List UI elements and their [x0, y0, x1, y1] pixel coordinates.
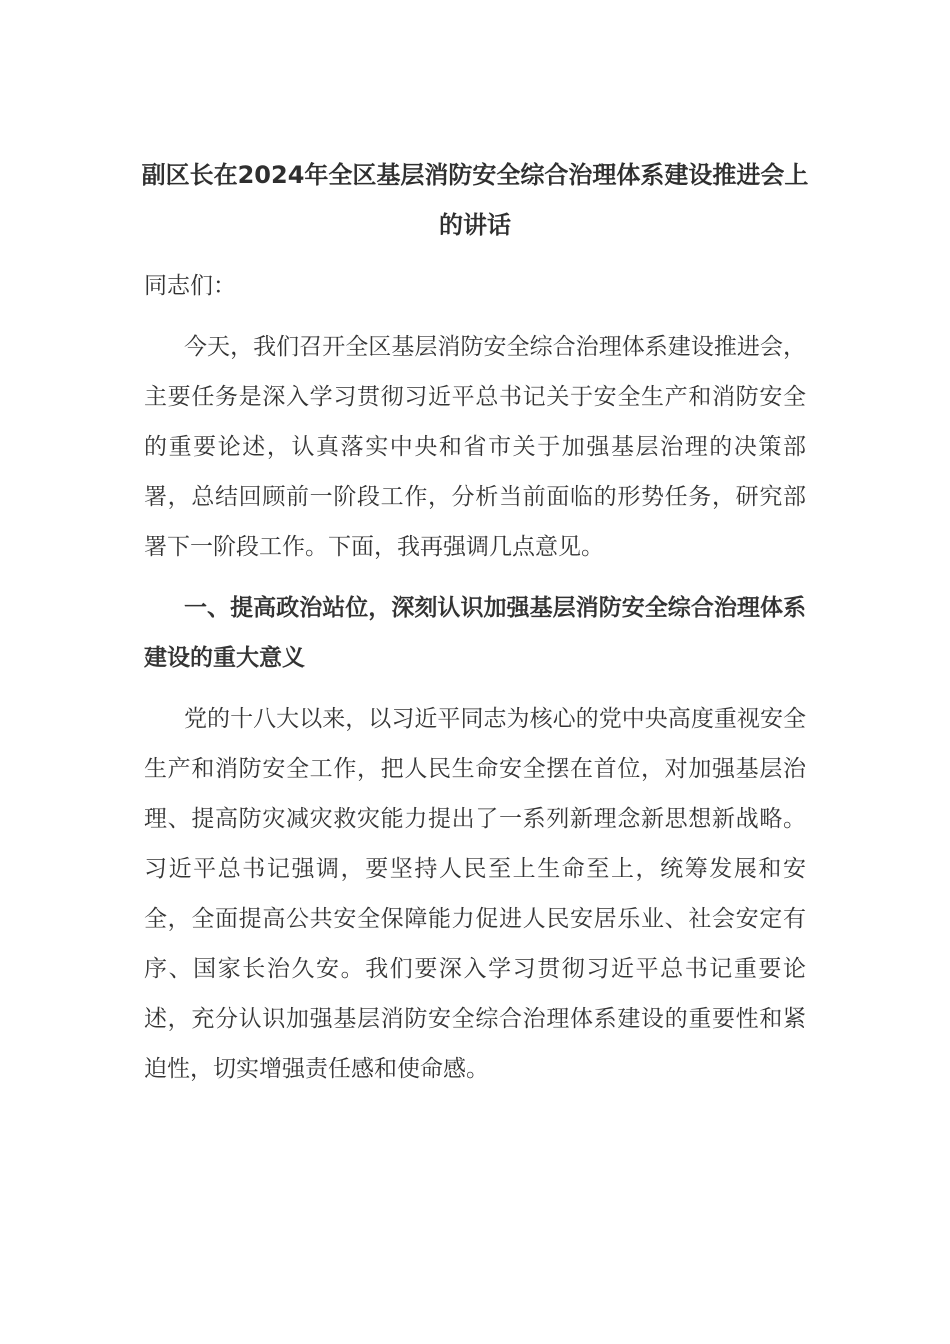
paragraph-section-1: 党的十八大以来，以习近平同志为核心的党中央高度重视安全生产和消防安全工作，把人民生命安全摆在首位，对加强基层治理、提高防灾减灾救灾能力提出了一系列新理念新思想新战略。习近平总书记强调，要坚持人民至上生命至上，统筹发展和安全，全面提高公共安全保障能力促进人民安居乐业、社会安定有序、国家长治久安。我们要深入学习贯彻习近平总书记重要论述，充分认识加强基层消防安全综合治理体系建设的重要性和紧迫性，切实增强责任感和使命感。 [144, 706, 806, 1082]
document-title: 副区长在2024年全区基层消防安全综合治理体系建设推进会上的讲话 [141, 161, 809, 239]
paragraph-intro: 今天，我们召开全区基层消防安全综合治理体系建设推进会，主要任务是深入学习贯彻习近平总书记关于安全生产和消防安全的重要论述，认真落实中央和省市关于加强基层治理的决策部署，总结回顾前一阶段工作，分析当前面临的形势任务，研究部署下一阶段工作。下面，我再强调几点意见。 [144, 334, 806, 560]
section-heading-1: 一、提高政治站位，深刻认识加强基层消防安全综合治理体系建设的重大意义 [144, 595, 806, 671]
document-page [141, 150, 809, 1094]
salutation: 同志们： [144, 273, 236, 299]
